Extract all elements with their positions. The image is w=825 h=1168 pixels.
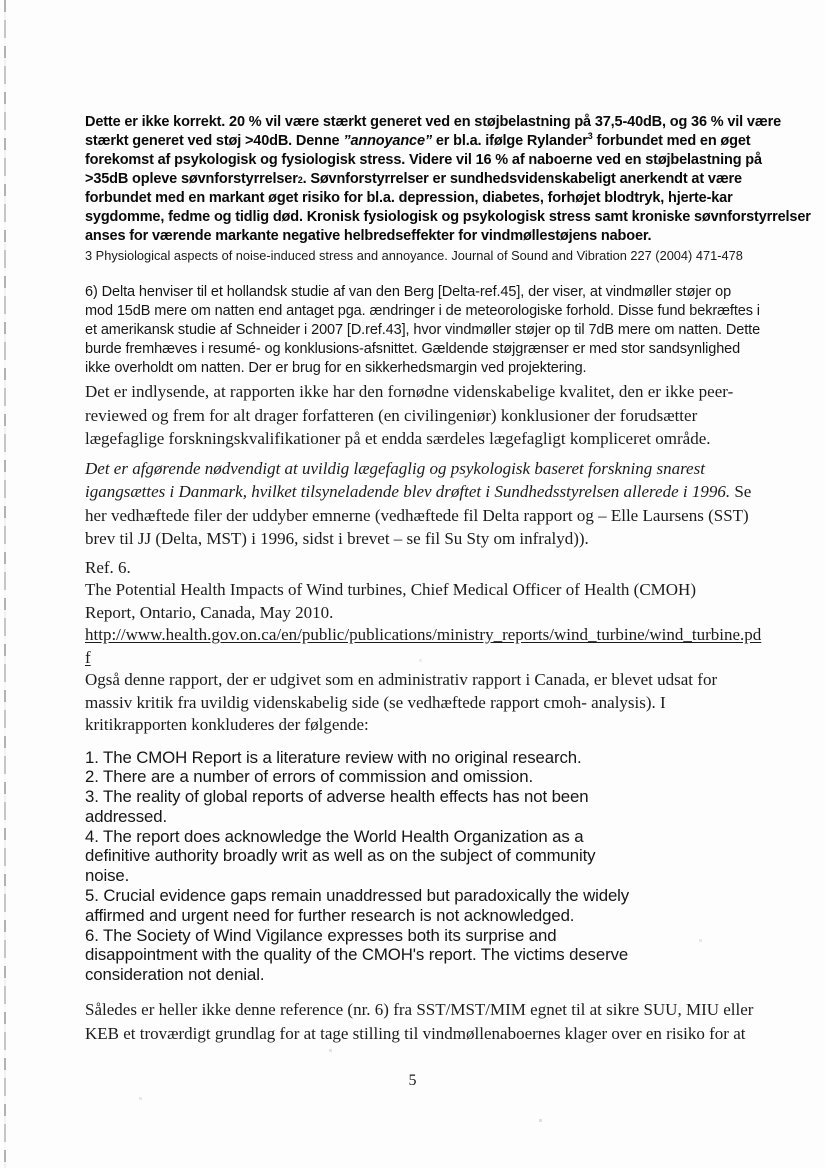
text-line: consideration not denial. — [85, 965, 265, 985]
closing-paragraph — [85, 998, 785, 1046]
text-line: anses for værende markante negative helbredseffekter for vindmøllestøjens naboer. — [85, 228, 652, 244]
text-line: 6) Delta henviser til et hollandsk studie af van den Berg [Delta-ref.45], der viser, at vindmøller støjer op — [85, 284, 732, 300]
intro-bold-paragraph — [85, 113, 811, 246]
text-line: reviewed og frem for alt drager forfatteren (en civilingeniør) konklusioner der forudsætter — [85, 405, 698, 425]
text-line: f — [85, 647, 91, 667]
text-line: Således er heller ikke denne reference (nr. 6) fra SST/MST/MIM egnet til at sikre SUU, MIU eller — [85, 1000, 754, 1020]
text-line: igangsættes i Danmark, hvilket tilsyneladende blev drøftet i Sundhedsstyrelsen allerede i 1996. Se — [85, 482, 752, 501]
reference-6-comment — [85, 669, 785, 737]
text-line: 5. Crucial evidence gaps remain unaddressed but paradoxically the widely — [85, 886, 630, 906]
page-number: 5 — [408, 1072, 417, 1089]
text-line: kritikrapporten konkluderes der følgende: — [85, 715, 369, 734]
quality-critique-paragraph — [85, 380, 785, 451]
footnote-3 — [85, 248, 785, 264]
text-line: noise. — [85, 866, 130, 886]
text-line: sygdomme, fedme og tidlig død. Kronisk fysiologisk og psykologisk stress samt kroniske søvnforstyrrelser — [85, 209, 811, 225]
text-line: definitive authority broadly writ as well as on the subject of community — [85, 846, 596, 866]
text-line: Det er indlysende, at rapporten ikke har den fornødne videnskabelige kvalitet, den er ikke peer- — [85, 382, 734, 401]
text-line: mod 15dB mere om natten end antaget pga. ændringer i de meteorologiske forhold. Disse fund bekræftes i — [85, 303, 760, 319]
text-line: The Potential Health Impacts of Wind turbines, Chief Medical Officer of Health (CMOH) — [85, 580, 696, 599]
url-link — [85, 624, 785, 669]
text-line: Ref. 6. — [85, 557, 131, 577]
text-line: ikke overholdt om natten. Der er brug for en sikkerhedsmargin ved projektering. — [85, 360, 587, 376]
text-line: 1. The CMOH Report is a literature review with no original research. — [85, 747, 582, 767]
text-line: Det er afgørende nødvendigt at uvildig lægefaglig og psykologisk baseret forskning snarest — [85, 458, 705, 478]
text-line: 3 Physiological aspects of noise-induced stress and annoyance. Journal of Sound and Vibration 227 (2004) 471-478 — [85, 248, 743, 263]
text-line: Report, Ontario, Canada, May 2010. — [85, 602, 334, 622]
text-line: KEB et troværdigt grundlag for at tage stilling til vindmøllenaboernes klager over en risiko for at — [85, 1024, 746, 1044]
scan-noise — [0, 0, 1, 1]
scan-edge-artifact — [4, 0, 6, 1168]
text-line: her vedhæftede filer der uddyber emnerne (vedhæftede fil Delta rapport og – Elle Laursens (SST) — [85, 505, 749, 525]
text-line: forekomst af psykologisk og fysiologisk stress. Videre vil 16 % af naboerne ved en støjbelastning på — [85, 152, 762, 168]
text-line: addressed. — [85, 806, 168, 826]
reference-6-heading — [85, 557, 785, 625]
text-line: burde fremhæves i resumé- og konklusions-afsnittet. Gældende støjgrænser er med stor sandsynlighed — [85, 341, 741, 357]
text-line: lægefaglige forskningskvalifikationer på et endda særdeles lægefagligt kompliceret område. — [85, 429, 711, 448]
text-line: stærkt generet ved støj >40dB. Denne ”annoyance” er bl.a. ifølge Rylander$^3$ forbundet med en øget — [85, 131, 751, 149]
text-line: http://www.health.gov.on.ca/en/public/publications/ministry_reports/wind_turbine/wind_turbine.pd — [85, 625, 762, 644]
text-line: 4. The report does acknowledge the World Health Organization as a — [85, 826, 584, 846]
text-line: Dette er ikke korrekt. 20 % vil være stærkt generet ved en støjbelastning på 37,5-40dB, og 36 % vil være — [85, 114, 781, 130]
text-line: et amerikansk studie af Schneider i 2007 [D.ref.43], hvor vindmøller støjer op til 7dB mere om natten. Dette — [85, 322, 761, 338]
text-line: massiv kritik fra uvildig videnskabelig side (se vedhæftede rapport cmoh- analysis). I — [85, 692, 666, 712]
text-line: 3. The reality of global reports of adverse health effects has not been — [85, 787, 589, 807]
text-line: affirmed and urgent need for further research is not acknowledged. — [85, 905, 575, 925]
text-line: >35dB opleve søvnforstyrrelser2. Søvnforstyrrelser er sundhedsvidenskabeligt anerkendt at være — [85, 171, 742, 187]
cmoh-critique-list — [85, 748, 785, 986]
reference-6-block — [85, 557, 785, 737]
point-6-paragraph — [85, 283, 785, 378]
research-call-paragraph — [85, 457, 785, 551]
text-line: 6. The Society of Wind Vigilance expresses both its surprise and — [85, 925, 557, 945]
page-content — [85, 113, 811, 1046]
text-line: forbundet med en markant øget risiko for bl.a. depression, diabetes, forhøjet blodtryk, hjerte-kar — [85, 190, 733, 206]
text-line: 2. There are a number of errors of commission and omission. — [85, 767, 534, 787]
text-line: disappointment with the quality of the CMOH's report. The victims deserve — [85, 945, 629, 965]
text-line: Også denne rapport, der er udgivet som en administrativ rapport i Canada, er blevet udsat for — [85, 670, 718, 689]
text-line: brev til JJ (Delta, MST) i 1996, sidst i brevet – se fil Su Sty om infralyd)). — [85, 529, 589, 548]
